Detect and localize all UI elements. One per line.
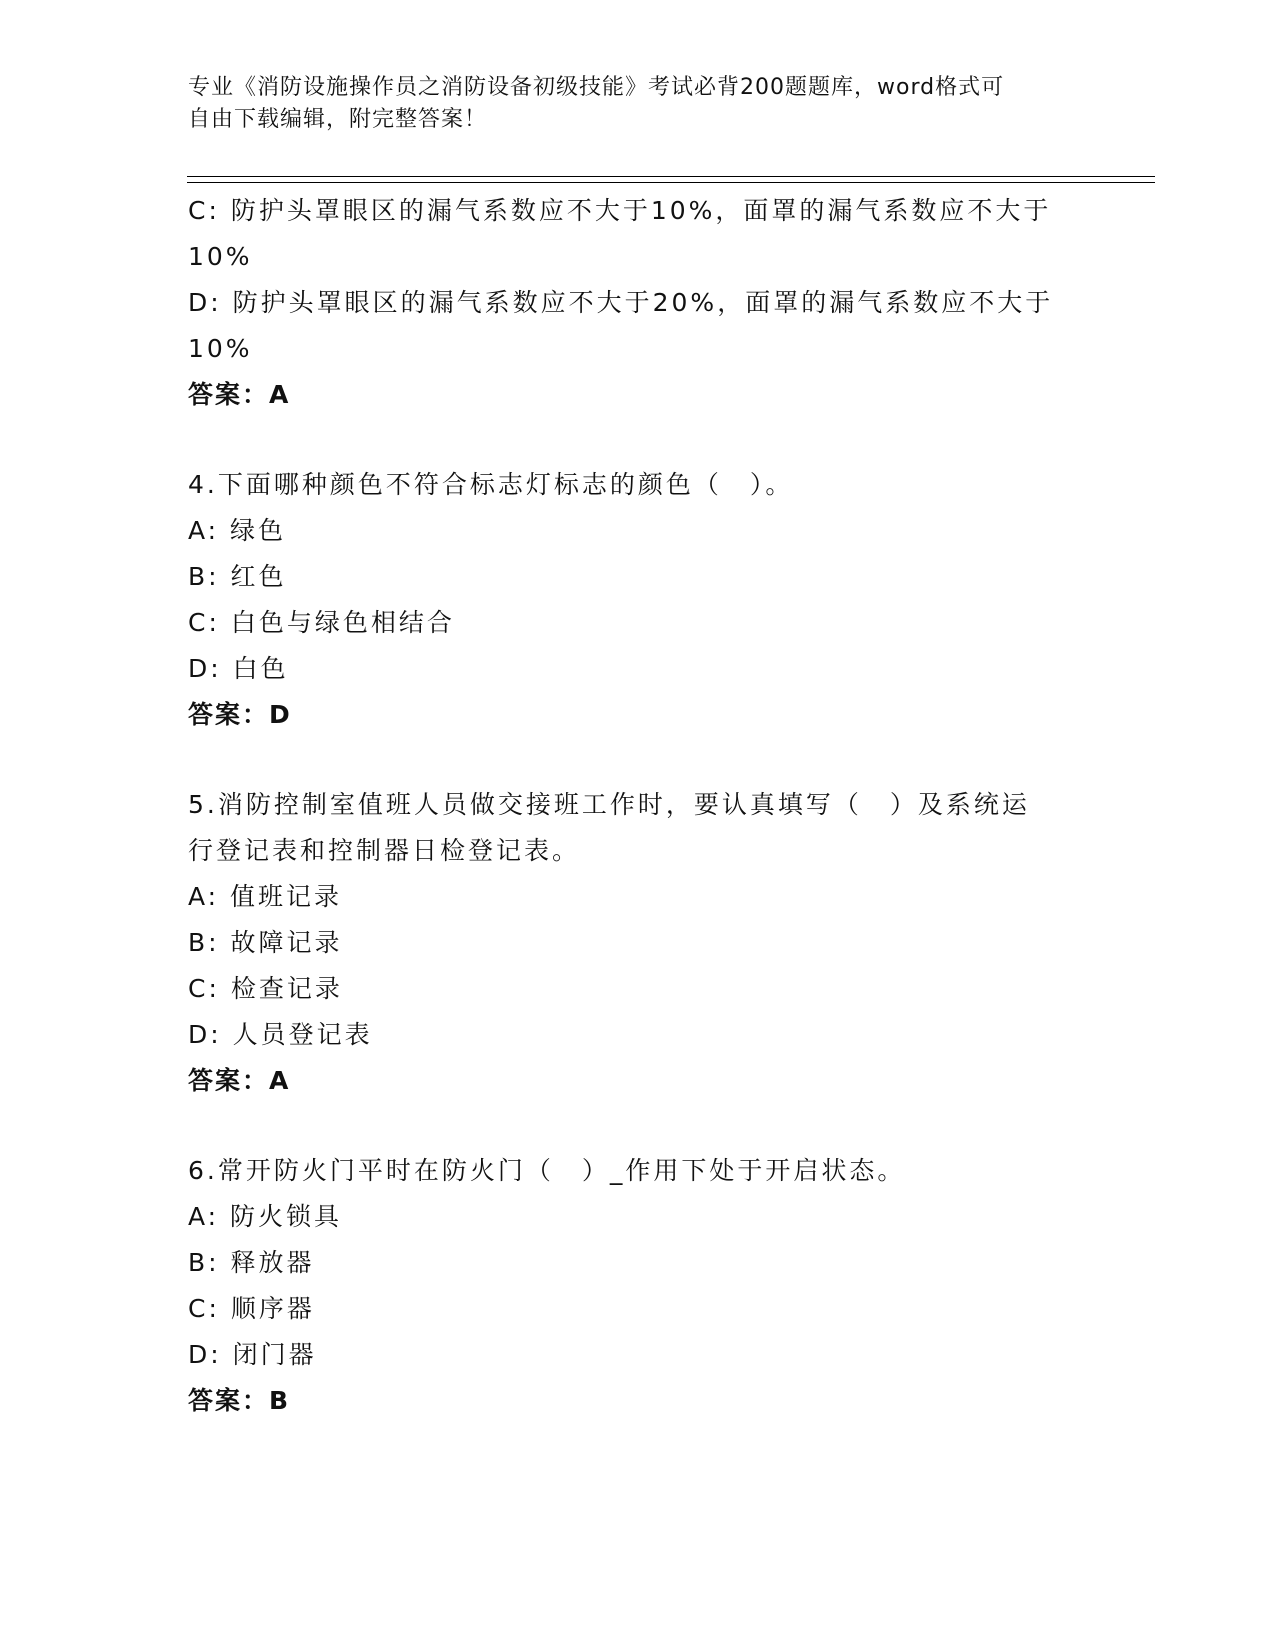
header-divider-bottom <box>187 182 1155 183</box>
option-d-line-1: D: 防护头罩眼区的漏气系数应不大于20%，面罩的漏气系数应不大于 <box>188 288 1054 317</box>
header-line-1: 专业《消防设施操作员之消防设备初级技能》考试必背200题题库，word格式可 <box>188 75 1005 100</box>
question-stem-line-1: 5.消防控制室值班人员做交接班工作时，要认真填写（ ）及系统运 <box>188 790 1030 819</box>
option-a: A: 值班记录 <box>188 882 343 911</box>
option-c: C: 顺序器 <box>188 1294 315 1323</box>
header-line-2: 自由下载编辑，附完整答案！ <box>188 107 488 132</box>
header-divider-top <box>187 176 1155 177</box>
option-c: C: 检查记录 <box>188 974 343 1003</box>
spacer <box>188 1104 1078 1148</box>
option-c-line-1: C: 防护头罩眼区的漏气系数应不大于10%，面罩的漏气系数应不大于 <box>188 196 1052 225</box>
answer: 答案：A <box>188 1066 291 1095</box>
option-a: A: 绿色 <box>188 516 287 545</box>
answer: 答案：B <box>188 1386 291 1415</box>
spacer <box>188 738 1078 782</box>
question-stem-line-2: 行登记表和控制器日检登记表。 <box>188 836 581 865</box>
question-stem: 6.常开防火门平时在防火门（ ）_作用下处于开启状态。 <box>188 1156 906 1185</box>
question-6 <box>188 1148 1078 1424</box>
option-d: D: 人员登记表 <box>188 1020 373 1049</box>
answer: 答案：D <box>188 700 292 729</box>
answer: 答案：A <box>188 380 291 409</box>
question-4 <box>188 462 1078 738</box>
option-d-line-2: 10% <box>188 334 253 363</box>
question-stem: 4.下面哪种颜色不符合标志灯标志的颜色（ ）。 <box>188 470 794 499</box>
question-3 <box>188 188 1078 418</box>
option-c: C: 白色与绿色相结合 <box>188 608 455 637</box>
option-b: B: 释放器 <box>188 1248 315 1277</box>
option-d: D: 白色 <box>188 654 289 683</box>
document-body <box>188 188 1078 1424</box>
option-d: D: 闭门器 <box>188 1340 317 1369</box>
option-a: A: 防火锁具 <box>188 1202 343 1231</box>
option-c-line-2: 10% <box>188 242 253 271</box>
document-header <box>188 72 1068 136</box>
spacer <box>188 418 1078 462</box>
question-5 <box>188 782 1078 1104</box>
option-b: B: 红色 <box>188 562 287 591</box>
option-b: B: 故障记录 <box>188 928 343 957</box>
